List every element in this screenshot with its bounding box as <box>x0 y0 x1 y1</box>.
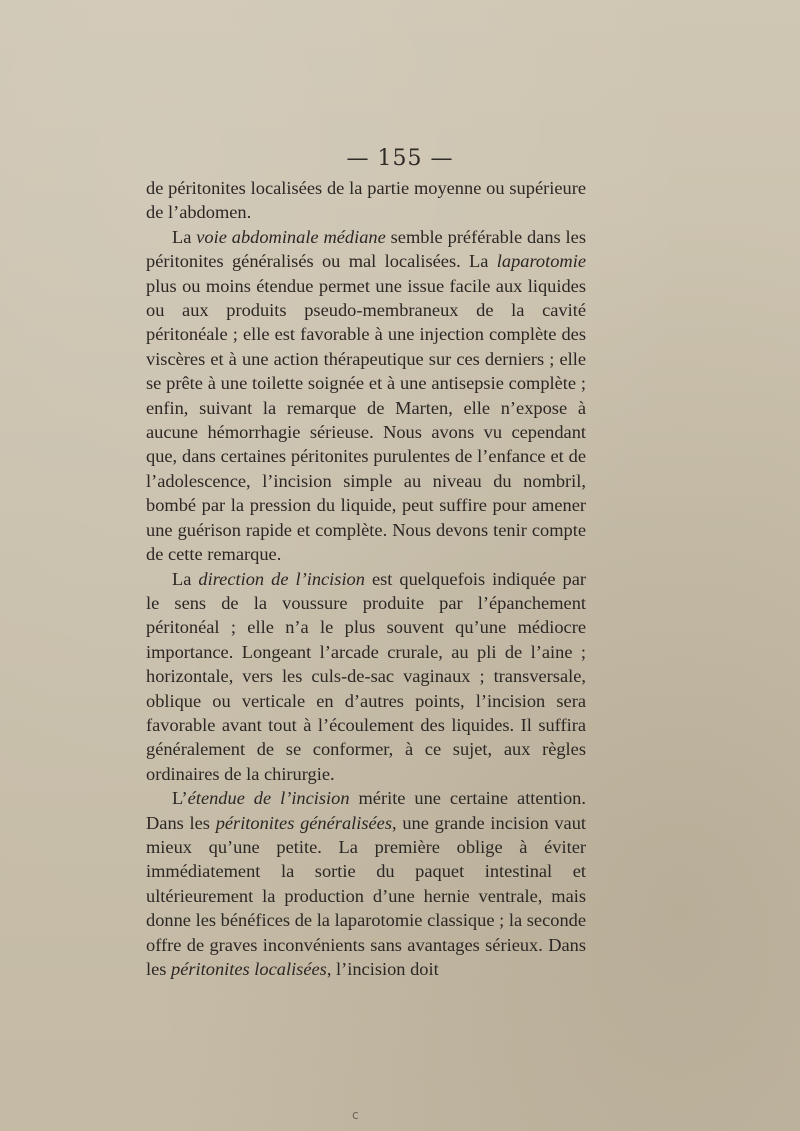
paragraph-p3 <box>146 567 586 787</box>
text-run: plus ou moins étendue permet une issue facile aux liquides ou aux produits pseudo-membraneux de la cavité péritonéale ; elle est favorable à une injection complète des viscères et à une action thérapeutique sur ces derniers ; elle se prête à une toilette soignée et à une antisepsie complète ; enfin, suivant la remarque de Marten, elle n’expose à aucune hémorrhagie sérieuse. Nous avons vu cependant que, dans certaines péritonites purulentes de l’enfance et de l’adolescence, l’incision simple au niveau du nombril, bombé par la pression du liquide, peut suffire pour amener une guérison rapide et complète. Nous devons tenir compte de cette remarque. <box>146 275 586 565</box>
text-run: La <box>172 226 197 247</box>
paragraph-p4 <box>146 786 586 981</box>
italic-term: laparotomie <box>496 251 586 272</box>
page-number: — 155 — <box>346 146 454 171</box>
italic-term: voie abdominale médiane <box>196 226 386 247</box>
text-run: , une grande incision vaut mieux qu’une petite. La première oblige à éviter immédiatement la sortie du paquet intestinal et ultérieurement la production d’une hernie ventrale, mais donne les bénéfices de la laparotomie classique ; la seconde offre de graves inconvénients sans avantages sérieux. Dans les <box>146 812 587 979</box>
italic-term: direction de l’incision <box>198 568 365 589</box>
text-run: mérite une certaine attention. Dans les <box>146 788 586 833</box>
italic-term: étendue de l’incision <box>187 788 350 809</box>
text-run: semble préférable dans les péritonites généralisés ou mal localisées. La <box>146 226 586 272</box>
paragraph-p2 <box>146 225 586 567</box>
text-run: La <box>172 568 199 589</box>
text-run: de péritonites localisées de la partie moyenne ou supérieure de l’abdomen. <box>146 178 586 223</box>
text-run: , l’incision doit <box>326 959 439 979</box>
italic-term: péritonites localisées <box>171 959 327 979</box>
paragraph-p1 <box>146 176 586 225</box>
italic-term: péritonites généralisées <box>215 812 393 833</box>
page-speck: ⅽ <box>352 1108 359 1122</box>
text-run: L’ <box>172 788 188 809</box>
body-text <box>146 176 586 981</box>
text-run: est quelquefois indiquée par le sens de la voussure produite par l’épanchement péritonéal ; elle n’a le plus souvent qu’une médiocre importance. Longeant l’arcade crurale, au pli de l’aine ; horizontale, vers les culs-de-sac vaginaux ; transversale, oblique ou verticale en d’autres points, l’incision sera favorable avant tout à l’écoulement des liquides. Il suffira généralement de se conformer, à ce sujet, aux règles ordinaires de la chirurgie. <box>146 568 586 784</box>
